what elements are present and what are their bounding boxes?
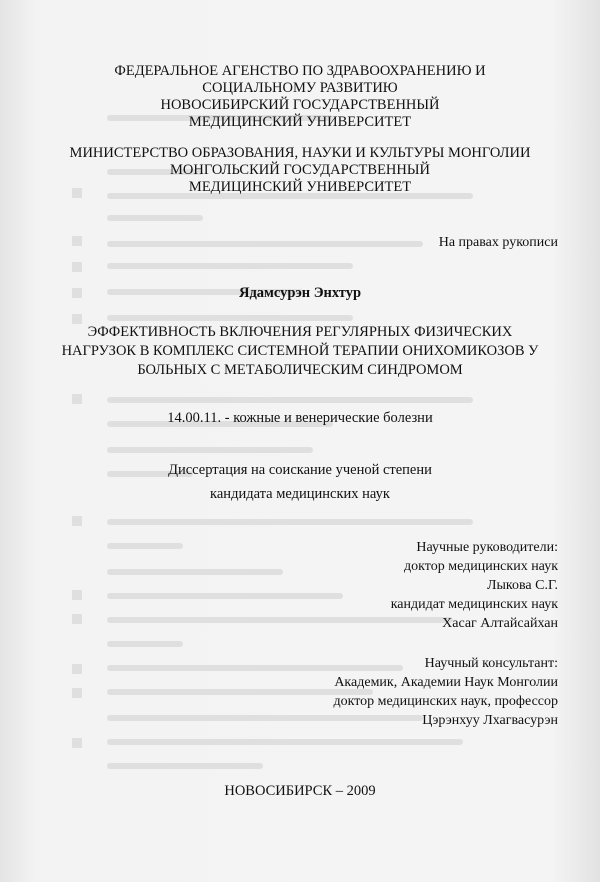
consultant-line: Академик, Академии Наук Монголии	[334, 675, 558, 690]
consultant-block	[333, 654, 558, 730]
consultant-line: Цэрэнхуу Лхагвасурэн	[422, 713, 558, 728]
header-line: СОЦИАЛЬНОМУ РАЗВИТИЮ	[202, 80, 398, 96]
header-line: МЕДИЦИНСКИЙ УНИВЕРСИТЕТ	[188, 179, 412, 195]
header-line: ФЕДЕРАЛЬНОЕ АГЕНСТВО ПО ЗДРАВООХРАНЕНИЮ И	[114, 63, 486, 79]
specialty-code: 14.00.11. - кожные и венерические болезни	[167, 410, 433, 426]
author-name: Ядамсурэн Энхтур	[238, 285, 362, 301]
supervisors-heading: Научные руководители:	[416, 540, 558, 555]
header-line: МОНГОЛЬСКИЙ ГОСУДАРСТВЕННЫЙ	[170, 162, 430, 178]
header-line: МИНИСТЕРСТВО ОБРАЗОВАНИЯ, НАУКИ И КУЛЬТУРЫ МОНГОЛИИ	[69, 145, 531, 161]
title-line: БОЛЬНЫХ С МЕТАБОЛИЧЕСКИМ СИНДРОМОМ	[137, 362, 463, 378]
ministry-header-mongolia	[40, 145, 560, 196]
manuscript-note: На правах рукописи	[438, 235, 558, 250]
supervisor-line: кандидат медицинских наук	[390, 597, 558, 612]
consultant-heading: Научный консультант:	[424, 656, 558, 671]
supervisor-line: Лыкова С.Г.	[487, 578, 558, 593]
degree-line: Диссертация на соискание ученой степени	[168, 462, 432, 478]
supervisor-line: Хасаг Алтайсайхан	[442, 616, 558, 631]
header-line: НОВОСИБИРСКИЙ ГОСУДАРСТВЕННЫЙ	[160, 97, 440, 113]
supervisors-block	[391, 538, 558, 633]
degree-line: кандидата медицинских наук	[210, 486, 390, 502]
consultant-line: доктор медицинских наук, профессор	[333, 694, 558, 709]
dissertation-title	[40, 323, 560, 380]
degree-statement	[40, 458, 560, 506]
supervisor-line: доктор медицинских наук	[404, 559, 558, 574]
title-line: НАГРУЗОК В КОМПЛЕКС СИСТЕМНОЙ ТЕРАПИИ ОНИХОМИКОЗОВ У	[61, 343, 539, 359]
city-year-footer: НОВОСИБИРСК – 2009	[224, 783, 376, 799]
ministry-header-russia	[40, 63, 560, 131]
title-line: ЭФФЕКТИВНОСТЬ ВКЛЮЧЕНИЯ РЕГУЛЯРНЫХ ФИЗИЧЕСКИХ	[87, 324, 513, 340]
header-line: МЕДИЦИНСКИЙ УНИВЕРСИТЕТ	[188, 114, 412, 130]
